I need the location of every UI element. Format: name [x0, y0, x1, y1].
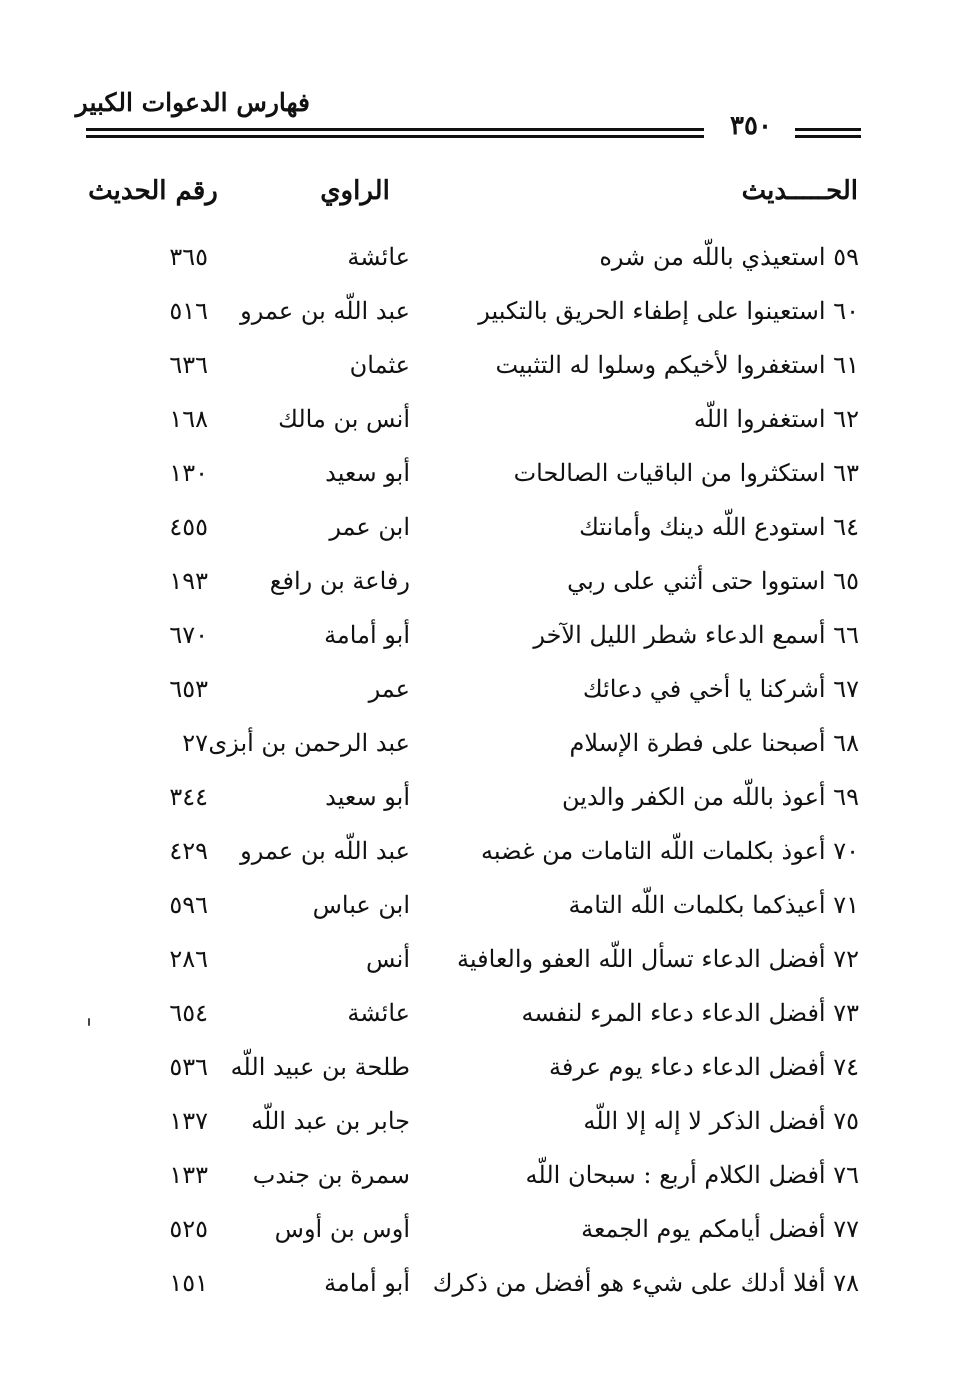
narrator-name: أنس بن مالك — [278, 405, 410, 433]
table-row — [0, 235, 954, 289]
narrator-name: ابن عباس — [312, 891, 410, 919]
table-row — [0, 937, 954, 991]
index-table — [0, 235, 954, 1315]
hadith-number: ١٩٣ — [169, 567, 208, 595]
table-row — [0, 883, 954, 937]
hadith-text: ٧٥ أفضل الذكر لا إله إلا اللّه — [583, 1107, 859, 1135]
running-title: فهارس الدعوات الكبير — [75, 88, 310, 117]
narrator-name: أوس بن أوس — [274, 1215, 410, 1243]
narrator-name: سمرة بن جندب — [252, 1161, 410, 1189]
hadith-number: ١٦٨ — [169, 405, 208, 433]
hadith-number: ٦٥٣ — [169, 675, 208, 703]
table-row — [0, 397, 954, 451]
hadith-number: ٥٩٦ — [169, 891, 208, 919]
column-header-number: رقم الحديث — [88, 176, 218, 206]
header-double-rule-short — [795, 128, 861, 142]
table-row — [0, 775, 954, 829]
hadith-text: ٧٠ أعوذ بكلمات اللّه التامات من غضبه — [481, 837, 859, 865]
hadith-number: ١٣٣ — [169, 1161, 208, 1189]
hadith-number: ٦٣٦ — [169, 351, 208, 379]
hadith-number: ٥٢٥ — [169, 1215, 208, 1243]
hadith-number: ٣٦٥ — [169, 243, 208, 271]
narrator-name: عبد اللّه بن عمرو — [240, 297, 410, 325]
narrator-name: عبد اللّه بن عمرو — [240, 837, 410, 865]
table-row — [0, 559, 954, 613]
hadith-text: ٧٣ أفضل الدعاء دعاء المرء لنفسه — [521, 999, 859, 1027]
header-double-rule — [86, 128, 704, 142]
hadith-number: ٤٢٩ — [169, 837, 208, 865]
table-row — [0, 829, 954, 883]
narrator-name: رفاعة بن رافع — [269, 567, 410, 595]
hadith-number: ١٥١ — [169, 1269, 208, 1297]
narrator-name: أنس — [366, 945, 410, 973]
column-header-hadith: الحـــــديث — [741, 176, 858, 206]
hadith-text: ٦٢ استغفروا اللّه — [693, 405, 859, 433]
table-row — [0, 505, 954, 559]
hadith-text: ٦٦ أسمع الدعاء شطر الليل الآخر — [533, 621, 859, 649]
hadith-text: ٦٧ أشركنا يا أخي في دعائك — [582, 675, 859, 703]
narrator-name: عائشة — [347, 999, 410, 1027]
hadith-text: ٦٥ استووا حتى أثني على ربي — [567, 567, 859, 595]
page-number: ٣٥٠ — [730, 111, 772, 141]
hadith-text: ٧١ أعيذكما بكلمات اللّه التامة — [568, 891, 859, 919]
table-row — [0, 667, 954, 721]
hadith-number: ٢٨٦ — [169, 945, 208, 973]
hadith-number: ٥١٦ — [169, 297, 208, 325]
hadith-number: ٣٤٤ — [169, 783, 208, 811]
hadith-number: ٦٧٠ — [169, 621, 208, 649]
table-row — [0, 991, 954, 1045]
hadith-text: ٦٨ أصبحنا على فطرة الإسلام — [569, 729, 859, 757]
table-row — [0, 451, 954, 505]
scan-speck — [88, 1018, 90, 1026]
hadith-number: ٦٥٤ — [169, 999, 208, 1027]
table-row — [0, 721, 954, 775]
narrator-name: عثمان — [349, 351, 410, 379]
hadith-number: ٢٧ — [182, 729, 208, 757]
hadith-text: ٧٧ أفضل أيامكم يوم الجمعة — [581, 1215, 859, 1243]
table-row — [0, 613, 954, 667]
hadith-number: ١٣٧ — [169, 1107, 208, 1135]
narrator-name: أبو أمامة — [324, 621, 410, 649]
hadith-text: ٧٢ أفضل الدعاء تسأل اللّه العفو والعافية — [457, 945, 859, 973]
narrator-name: ابن عمر — [329, 513, 410, 541]
table-row — [0, 1045, 954, 1099]
narrator-name: طلحة بن عبيد اللّه — [230, 1053, 410, 1081]
table-row — [0, 343, 954, 397]
hadith-number: ٥٣٦ — [169, 1053, 208, 1081]
hadith-text: ٦٤ استودع اللّه دينك وأمانتك — [579, 513, 859, 541]
narrator-name: أبو سعيد — [325, 783, 410, 811]
hadith-text: ٧٦ أفضل الكلام أربع : سبحان اللّه — [525, 1161, 859, 1189]
table-row — [0, 1207, 954, 1261]
column-header-narrator: الراوي — [320, 176, 390, 206]
narrator-name: عائشة — [347, 243, 410, 271]
hadith-text: ٦٩ أعوذ باللّه من الكفر والدين — [562, 783, 859, 811]
hadith-text: ٥٩ استعيذي باللّه من شره — [599, 243, 859, 271]
hadith-text: ٦١ استغفروا لأخيكم وسلوا له التثبيت — [495, 351, 859, 379]
hadith-text: ٦٣ استكثروا من الباقيات الصالحات — [513, 459, 859, 487]
hadith-number: ١٣٠ — [169, 459, 208, 487]
table-row — [0, 1153, 954, 1207]
hadith-number: ٤٥٥ — [169, 513, 208, 541]
hadith-text: ٦٠ استعينوا على إطفاء الحريق بالتكبير — [478, 297, 859, 325]
hadith-text: ٧٤ أفضل الدعاء دعاء يوم عرفة — [549, 1053, 859, 1081]
narrator-name: عبد الرحمن بن أبزى — [208, 729, 410, 757]
narrator-name: عمر — [368, 675, 410, 703]
table-row — [0, 289, 954, 343]
narrator-name: أبو أمامة — [324, 1269, 410, 1297]
narrator-name: جابر بن عبد اللّه — [251, 1107, 410, 1135]
table-row — [0, 1261, 954, 1315]
narrator-name: أبو سعيد — [325, 459, 410, 487]
hadith-text: ٧٨ أفلا أدلك على شيء هو أفضل من ذكرك — [432, 1269, 859, 1297]
table-row — [0, 1099, 954, 1153]
